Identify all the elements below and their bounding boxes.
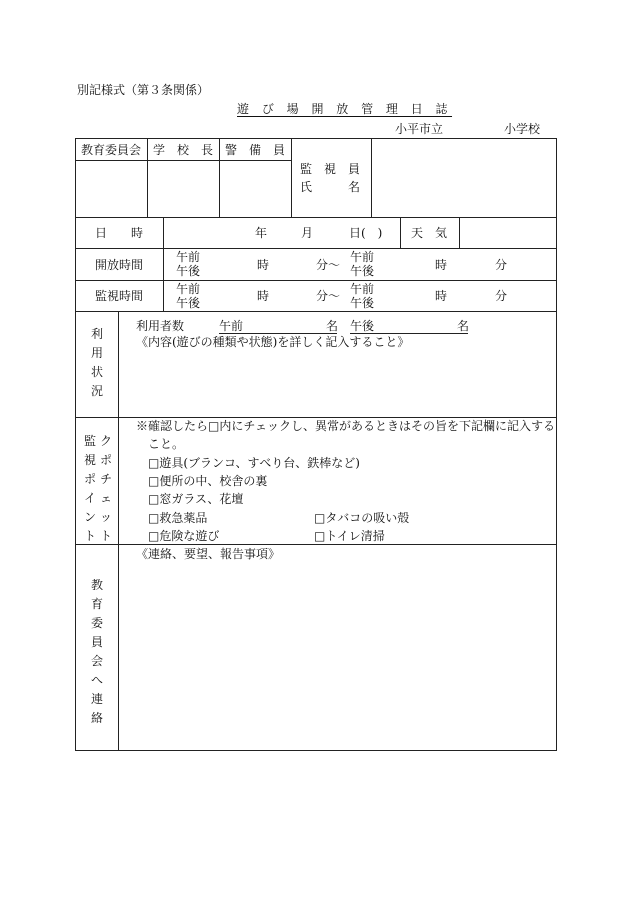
- contact-vertical-label: 教育委員会へ連絡: [90, 578, 103, 725]
- check-item-windows-flowerbed: □窓ガラス、花壇: [148, 492, 244, 506]
- guard-header: 警 備 員: [225, 143, 286, 157]
- user-count-pm-underline: [350, 333, 468, 334]
- check-section-bottom-line: [75, 544, 557, 545]
- user-count-pm-label: 午後: [350, 319, 375, 333]
- month-label: 月: [301, 226, 314, 240]
- table-border-right: [556, 138, 557, 751]
- approval-divider-3: [291, 138, 292, 218]
- check-item-toilet-and-back: □便所の中、校舎の裏: [148, 474, 268, 488]
- city-label: 小平市立: [395, 122, 444, 136]
- open-start-hour: 時: [257, 258, 270, 272]
- monitor-end-hour: 時: [435, 289, 448, 303]
- monitor-time-label: 監視時間: [95, 289, 144, 303]
- check-vertical-label-right: クポチェット: [99, 434, 112, 543]
- contact-note: 《連絡、要望、報告事項》: [136, 547, 281, 561]
- monitor-start-minute: 分〜: [316, 289, 341, 303]
- monitor-start-pm: 午後: [176, 296, 201, 310]
- board-of-education-header: 教育委員会: [81, 143, 142, 157]
- page-title: 遊 び 場 開 放 管 理 日 誌: [237, 102, 453, 116]
- approval-divider-2: [219, 138, 220, 218]
- monitor-end-minute: 分: [495, 289, 508, 303]
- date-row-bottom-line: [75, 248, 557, 249]
- datetime-label: 日 時: [95, 226, 144, 240]
- year-label: 年: [255, 226, 268, 240]
- day-label: 日( ): [349, 226, 383, 240]
- check-vertical-label-left: 監視ポイント: [83, 434, 96, 543]
- check-item-cigarette-butts: □タバコの吸い殻: [314, 511, 410, 525]
- check-item-dangerous-play: □危険な遊び: [148, 529, 220, 543]
- user-count-am-label: 午前: [219, 319, 244, 333]
- check-item-playground-equipment: □遊具(ブランコ、すべり台、鉄棒など): [148, 456, 360, 470]
- approval-header-line: [75, 160, 291, 161]
- user-count-am-underline: [219, 333, 337, 334]
- open-end-minute: 分: [495, 258, 508, 272]
- check-item-toilet-cleaning: □トイレ清掃: [314, 529, 385, 543]
- open-end-am: 午前: [350, 250, 375, 264]
- principal-header: 学 校 長: [153, 143, 214, 157]
- open-time-label: 開放時間: [95, 258, 144, 272]
- approval-divider-1: [147, 138, 148, 218]
- weather-label: 天 気: [411, 226, 448, 240]
- monitor-end-pm: 午後: [350, 296, 375, 310]
- form-reference: 別記様式（第３条関係）: [77, 83, 210, 97]
- monitor-end-am: 午前: [350, 282, 375, 296]
- open-end-hour: 時: [435, 258, 448, 272]
- user-count-pm-unit: 名: [457, 319, 470, 333]
- monitor-start-am: 午前: [176, 282, 201, 296]
- table-border-left: [75, 138, 76, 751]
- label-column-divider: [163, 217, 164, 312]
- usage-content-note: 《内容(遊びの種類や状態)を詳しく記入すること》: [136, 335, 410, 349]
- usage-section-bottom-line: [75, 417, 557, 418]
- check-instruction-line2: こと。: [148, 437, 185, 451]
- weather-divider-left: [400, 217, 401, 249]
- open-start-am: 午前: [176, 250, 201, 264]
- open-start-minute: 分〜: [316, 258, 341, 272]
- user-count-am-unit: 名: [326, 319, 339, 333]
- supervisor-label: 監 視 員: [300, 162, 361, 176]
- section-label-divider: [118, 311, 119, 751]
- supervisor-name-label: 氏 名: [300, 180, 361, 194]
- school-suffix: 小学校: [504, 122, 541, 136]
- monitor-time-row-bottom-line: [75, 311, 557, 312]
- approval-divider-4: [371, 138, 372, 218]
- check-instruction-line1: ※確認したら□内にチェックし、異常があるときはその旨を下記欄に記入する: [136, 419, 555, 433]
- table-border-bottom: [75, 750, 557, 751]
- open-end-pm: 午後: [350, 264, 375, 278]
- monitor-start-hour: 時: [257, 289, 270, 303]
- open-start-pm: 午後: [176, 264, 201, 278]
- check-item-first-aid: □救急薬品: [148, 511, 208, 525]
- open-time-row-bottom-line: [75, 280, 557, 281]
- weather-divider-right: [459, 217, 460, 249]
- user-count-label: 利用者数: [136, 319, 185, 333]
- usage-vertical-label: 利用状況: [90, 327, 103, 398]
